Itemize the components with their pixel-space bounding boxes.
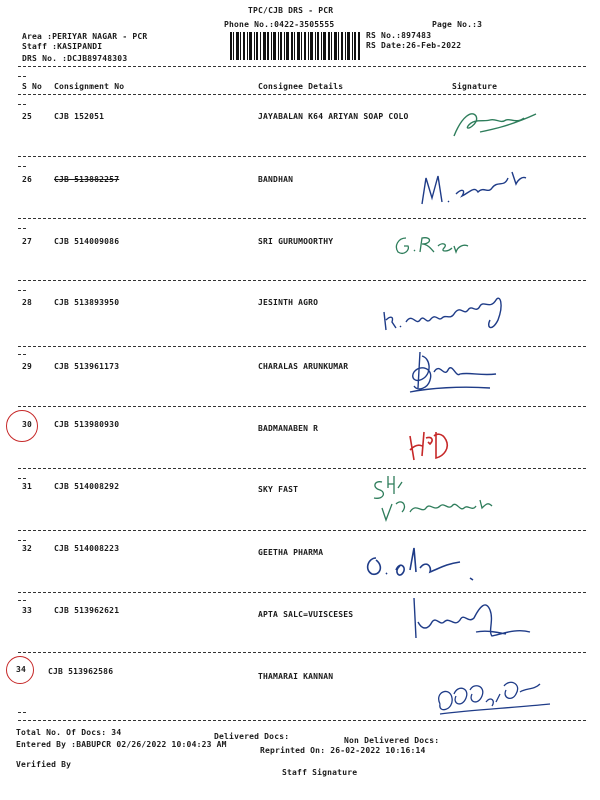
row-consignee: BANDHAN [258,175,294,184]
row-consignee: SKY FAST [258,485,299,494]
row-sno: 30 [22,420,33,429]
tick-mark [18,478,26,479]
delivered-docs: Delivered Docs: [214,732,290,741]
drs-number: DRS No. :DCJB89748303 [22,54,128,63]
row-sno: 29 [22,362,33,371]
barcode-image [230,32,360,60]
handwritten-signature [380,290,510,338]
column-divider [18,94,586,95]
handwritten-signature [406,592,536,652]
column-header-signature: Signature [452,82,498,91]
row-consignee: GEETHA PHARMA [258,548,324,557]
row-divider [18,156,586,157]
tick-mark [18,540,26,541]
row-sno: 34 [16,665,27,674]
row-consignment: CJB 513962621 [54,606,120,615]
handwritten-signature [392,230,472,262]
reprinted-on: Reprinted On: 26-02-2022 10:16:14 [260,746,426,755]
row-sno: 31 [22,482,33,491]
row-consignment: CJB 513962586 [48,667,114,676]
row-consignee: APTA SALC=VUISCESES [258,610,354,619]
row-divider [18,406,586,407]
row-consignment: CJB 513961173 [54,362,120,371]
row-sno: 26 [22,175,33,184]
rs-date: RS Date:26-Feb-2022 [366,41,462,50]
entered-by: Entered By :BABUPCR 02/26/2022 10:04:23 AM [16,740,227,749]
row-sno: 32 [22,544,33,553]
staff-signature: Staff Signature [282,768,358,777]
tick-mark [18,354,26,355]
row-divider [18,280,586,281]
page-number: Page No.:3 [432,20,483,29]
handwritten-signature [406,426,466,470]
phone-number: Phone No.:0422-3505555 [224,20,335,29]
rs-number: RS No.:897483 [366,31,432,40]
verified-by: Verified By [16,760,72,769]
tick-mark [18,166,26,167]
row-divider [18,346,586,347]
tick-mark [18,290,26,291]
total-docs: Total No. Of Docs: 34 [16,728,122,737]
row-sno: 27 [22,237,33,246]
handwritten-signature [450,106,540,146]
tick-mark [18,104,26,105]
row-consignment: CJB 513882257 [54,175,120,184]
tick-mark [18,600,26,601]
document-title: TPC/CJB DRS - PCR [248,6,334,15]
row-consignment: CJB 514008223 [54,544,120,553]
footer-divider [18,720,586,721]
tick-mark [18,76,26,77]
row-consignee: THAMARAI KANNAN [258,672,334,681]
row-divider [18,218,586,219]
tick-mark [18,712,26,713]
row-consignee: SRI GURUMOORTHY [258,237,334,246]
handwritten-signature [418,164,528,214]
handwritten-signature [400,348,500,400]
row-consignee: BADMANABEN R [258,424,319,433]
row-sno: 25 [22,112,33,121]
handwritten-signature [360,540,480,588]
column-header-consignment: Consignment No [54,82,125,91]
staff-field: Staff :KASIPANDI [22,42,103,51]
column-header-consignee: Consignee Details [258,82,344,91]
column-header-sno: S No [22,82,43,91]
handwritten-signature [370,472,500,528]
row-divider [18,468,586,469]
row-consignment: CJB 513893950 [54,298,120,307]
row-divider [18,652,586,653]
tick-mark [18,228,26,229]
row-consignment: CJB 514008292 [54,482,120,491]
row-consignee: CHARALAS ARUNKUMAR [258,362,349,371]
area-field: Area :PERIYAR NAGAR - PCR [22,32,148,41]
row-consignee: JESINTH AGRO [258,298,319,307]
row-divider [18,530,586,531]
non-delivered-docs: Non Delivered Docs: [344,736,440,745]
row-sno: 28 [22,298,33,307]
handwritten-signature [430,674,560,724]
row-consignment: CJB 152051 [54,112,105,121]
header-divider [18,66,586,67]
row-consignment: CJB 513980930 [54,420,120,429]
row-consignee: JAYABALAN K64 ARIYAN SOAP COLO [258,112,409,121]
row-consignment: CJB 514009086 [54,237,120,246]
row-sno: 33 [22,606,33,615]
